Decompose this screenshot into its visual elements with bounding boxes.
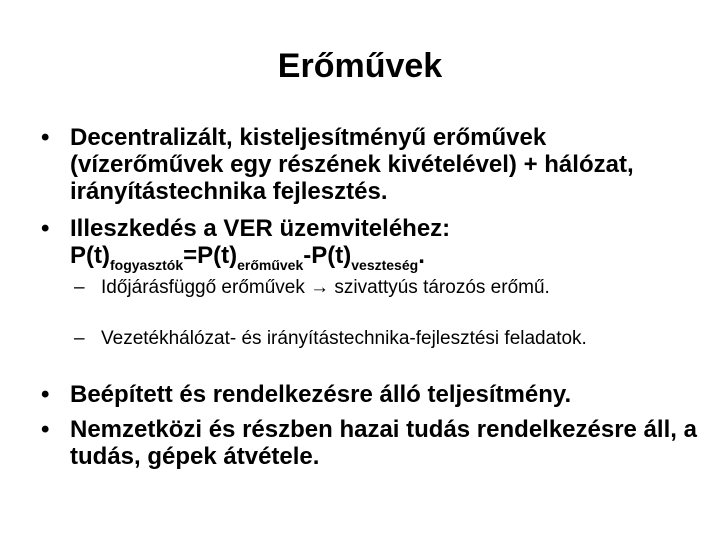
formula-subscript-consumers: fogyasztók [109,257,184,273]
bullet-marker: • [41,416,50,443]
formula-p-consumers: P(t) [70,242,110,269]
power-balance-formula [70,242,700,272]
subbullet-marker: – [74,277,85,298]
subbullet-text: Vezetékhálózat- és irányítástechnika-fejlesztési feladatok. [101,328,587,349]
subbullet-text: Időjárásfüggő erőművek → szivattyús tározós erőmű. [101,277,550,298]
bullet-text: Nemzetközi és részben hazai tudás rendelkezésre áll, a tudás, gépek átvétele. [70,416,697,470]
formula-p-plants: =P(t) [183,242,238,269]
bullet-item-3 [41,381,700,408]
bullet-item-2 [41,215,700,273]
formula-subscript-plants: erőművek [237,257,304,273]
subbullet-marker: – [74,328,85,349]
formula-subscript-losses: veszteség [351,257,419,273]
bullet-item-4 [41,416,700,470]
bullet-marker: • [41,215,50,242]
bullet-text: Decentralizált, kisteljesítményű erőművek (vízerőművek egy részének kivételével) + hálózat, irányítástechnika fejlesztés. [70,124,634,205]
bullet-marker: • [41,381,50,408]
formula-p-losses: -P(t) [303,242,352,269]
bullet-item-1 [41,124,700,205]
slide-title: Erőművek [277,47,443,85]
formula-end: . [418,242,425,269]
bullet-text: Illeszkedés a VER üzemviteléhez: [70,215,451,242]
bullet-text: Beépített és rendelkezésre álló teljesítmény. [70,381,572,408]
subbullet-item-2 [74,327,701,350]
subbullet-item-1 [74,276,701,299]
bullet-marker: • [41,124,50,151]
